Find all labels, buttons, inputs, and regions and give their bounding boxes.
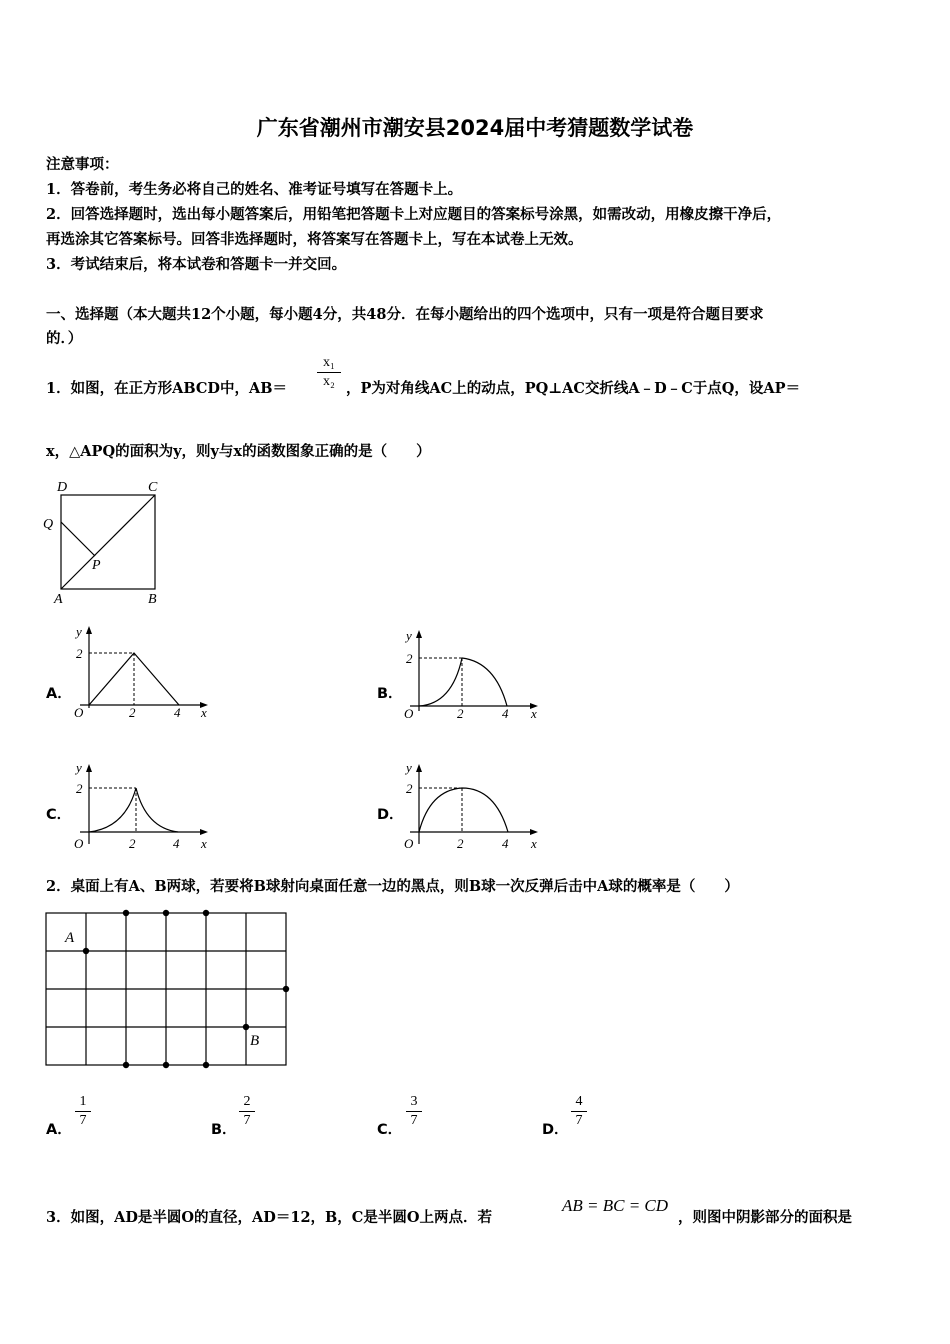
tick-2-y: 2: [406, 781, 413, 796]
page-title: 广东省潮州市潮安县2024届中考猜题数学试卷: [256, 116, 694, 140]
label-d: D: [57, 480, 68, 495]
q1-text-a: 1．如图，在正方形ABCD中，AB＝: [46, 380, 287, 397]
q1-fraction: [317, 354, 341, 391]
frac-num: 1: [75, 1093, 91, 1112]
q1-option-d-graph[interactable]: [400, 756, 550, 854]
q3-text-a: 3．如图，AD是半圆O的直径，AD＝12，B，C是半圆O上两点．若: [46, 1209, 492, 1226]
y-axis-label: y: [406, 628, 412, 643]
notice-item-3: 3．考试结束后，将本试卷和答题卡一并交回。: [46, 256, 347, 273]
q1-frac-den: x₂: [323, 374, 335, 389]
x-axis-label: x: [201, 705, 207, 720]
tick-2-y: 2: [76, 646, 83, 661]
q2-text: 2．桌面上有A、B两球，若要将B球射向桌面任意一边的黑点，则B球一次反弹后击中A球的概率是（ ）: [46, 878, 739, 895]
label-b: B: [148, 592, 157, 607]
x-axis-label: x: [531, 836, 537, 851]
label-b: B: [250, 1033, 260, 1049]
q1-option-b-label: B．: [377, 686, 403, 702]
origin-label: O: [404, 706, 414, 721]
x-axis-label: x: [201, 836, 207, 851]
frac-den: 7: [243, 1113, 251, 1128]
pocket-dot: [283, 986, 289, 992]
tick-4-x: 4: [173, 836, 180, 851]
q1-option-c-label: C．: [46, 807, 72, 823]
q1-option-d-label: D．: [377, 807, 404, 823]
pocket-dot: [123, 910, 129, 916]
q2-option-d-label[interactable]: D．: [542, 1122, 569, 1138]
q1-option-a-label: A．: [46, 686, 72, 702]
tick-2-x: 2: [129, 705, 136, 720]
q2-option-a-label[interactable]: A．: [46, 1122, 72, 1138]
pocket-dot: [203, 910, 209, 916]
notice-item-2: 2．回答选择题时，选出每小题答案后，用铅笔把答题卡上对应题目的答案标号涂黑，如需改动，用橡皮擦干净后，: [46, 206, 782, 223]
label-a: A: [65, 930, 75, 946]
q2-option-b-fraction: [239, 1093, 255, 1130]
pocket-dot: [203, 1062, 209, 1068]
tick-4-x: 4: [174, 705, 181, 720]
pocket-dot: [123, 1062, 129, 1068]
origin-label: O: [74, 705, 84, 720]
frac-num: 4: [571, 1093, 587, 1112]
tick-2-x: 2: [457, 706, 464, 721]
q2-option-c-label[interactable]: C．: [377, 1122, 403, 1138]
q2-option-c-fraction: [406, 1093, 422, 1130]
frac-den: 7: [575, 1113, 583, 1128]
pocket-dot: [163, 910, 169, 916]
label-a: A: [54, 592, 63, 607]
y-axis-label: y: [76, 624, 82, 639]
tick-4-x: 4: [502, 836, 509, 851]
q2-table-figure: [40, 905, 300, 1075]
y-axis-label: y: [406, 760, 412, 775]
origin-label: O: [74, 836, 84, 851]
frac-den: 7: [410, 1113, 418, 1128]
tick-2-y: 2: [76, 781, 83, 796]
q1-text-line2: x，△APQ的面积为y，则y与x的函数图象正确的是（ ）: [46, 443, 431, 460]
notice-heading: 注意事项：: [46, 156, 119, 173]
q1-text-b: ，P为对角线AC上的动点，PQ⊥AC交折线A﹣D﹣C于点Q，设AP＝: [346, 380, 801, 397]
q2-option-d-fraction: [571, 1093, 587, 1130]
q1-option-c-graph[interactable]: [70, 756, 220, 854]
tick-2-y: 2: [406, 651, 413, 666]
q3-text-b: ，则图中阴影部分的面积是: [678, 1209, 852, 1226]
label-c: C: [148, 480, 158, 495]
pocket-dot: [163, 1062, 169, 1068]
notice-item-1: 1．答卷前，考生务必将自己的姓名、准考证号填写在答题卡上。: [46, 181, 463, 198]
q1-option-a-graph[interactable]: [70, 624, 220, 720]
x-axis-label: x: [531, 706, 537, 721]
frac-den: 7: [79, 1113, 87, 1128]
q1-frac-num: x₁: [317, 354, 341, 373]
q3-arc-formula: AB = BC = CD: [562, 1196, 669, 1215]
ball-a: [83, 948, 89, 954]
tick-4-x: 4: [502, 706, 509, 721]
q1-square-figure: [40, 476, 170, 608]
label-q: Q: [43, 517, 54, 532]
label-p: P: [92, 558, 101, 573]
q2-option-a-fraction: [75, 1093, 91, 1130]
section-heading: 一、选择题（本大题共12个小题，每小题4分，共48分．在每小题给出的四个选项中，只有一项是符合题目要求: [46, 306, 764, 323]
tick-2-x: 2: [129, 836, 136, 851]
tick-2-x: 2: [457, 836, 464, 851]
frac-num: 3: [406, 1093, 422, 1112]
frac-num: 2: [239, 1093, 255, 1112]
q1-option-b-graph[interactable]: [400, 624, 550, 724]
q2-option-b-label[interactable]: B．: [211, 1122, 237, 1138]
section-heading-cont: 的．）: [46, 330, 83, 347]
y-axis-label: y: [76, 760, 82, 775]
origin-label: O: [404, 836, 414, 851]
ball-b: [243, 1024, 249, 1030]
notice-item-2-cont: 再选涂其它答案标号。回答非选择题时，将答案写在答题卡上，写在本试卷上无效。: [46, 231, 583, 248]
